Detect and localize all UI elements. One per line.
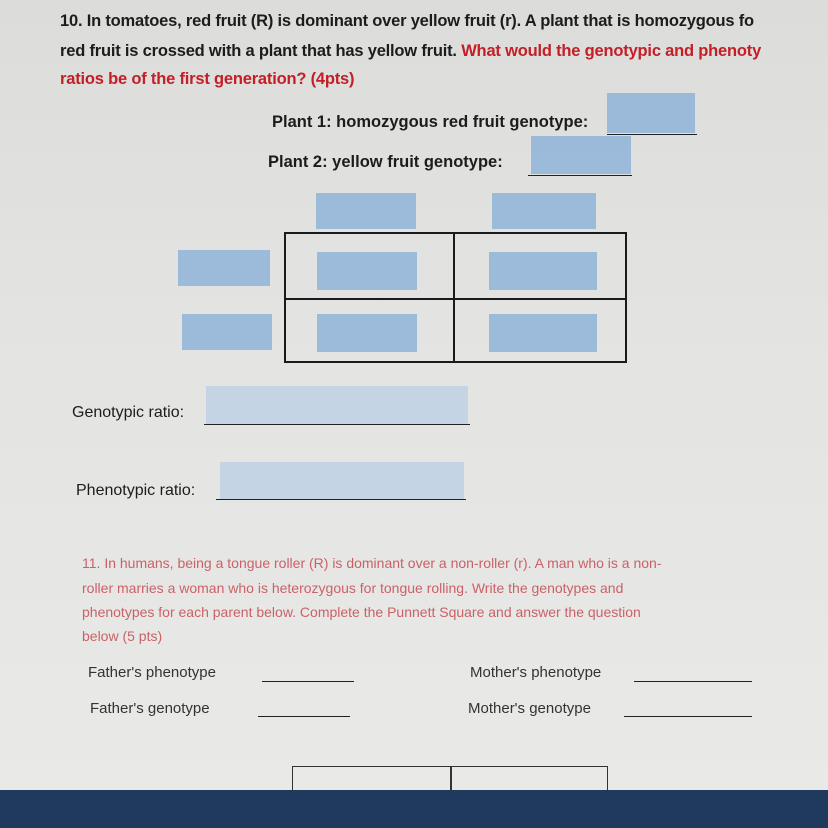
q10-line-2-black: red fruit is crossed with a plant that has yellow fruit. xyxy=(60,42,457,60)
plant2-answer-box[interactable] xyxy=(531,136,631,174)
plant1-label: Plant 1: homozygous red fruit genotype: xyxy=(272,113,589,131)
mother-genotype-label: Mother's genotype xyxy=(468,700,591,717)
plant1-answer-line xyxy=(607,134,697,135)
q10-line-1: 10. In tomatoes, red fruit (R) is dominant over yellow fruit (r). A plant that is homozygous fo xyxy=(60,12,754,30)
q11-line-4: below (5 pts) xyxy=(82,628,163,644)
father-phenotype-label: Father's phenotype xyxy=(88,664,216,681)
punnett11-vertical-divider xyxy=(450,766,452,790)
q10-line-3: ratios be of the first generation? (4pts) xyxy=(60,70,355,88)
q11-line-1: 11. In humans, being a tongue roller (R) is dominant over a non-roller (r). A man who is a non- xyxy=(82,555,662,571)
father-genotype-line[interactable] xyxy=(258,716,350,717)
q10-line-2 xyxy=(60,42,761,61)
phenotypic-ratio-answer-box[interactable] xyxy=(220,462,464,500)
plant1-answer-box[interactable] xyxy=(607,93,695,133)
father-phenotype-line[interactable] xyxy=(262,681,354,682)
mother-phenotype-label: Mother's phenotype xyxy=(470,664,602,681)
mother-phenotype-line[interactable] xyxy=(634,681,752,682)
phenotypic-ratio-line xyxy=(216,499,466,500)
punnett10-row2-allele-box[interactable] xyxy=(182,314,272,350)
punnett10-horizontal-divider xyxy=(284,298,627,300)
q11-line-2: roller marries a woman who is heterozygous for tongue rolling. Write the genotypes and xyxy=(82,580,624,596)
mother-genotype-line[interactable] xyxy=(624,716,752,717)
genotypic-ratio-answer-box[interactable] xyxy=(206,386,468,424)
punnett10-col2-allele-box[interactable] xyxy=(492,193,596,229)
genotypic-ratio-line xyxy=(204,424,470,425)
punnett10-row1-allele-box[interactable] xyxy=(178,250,270,286)
father-genotype-label: Father's genotype xyxy=(90,700,210,717)
punnett10-cell-2-1[interactable] xyxy=(317,314,417,352)
punnett10-cell-1-1[interactable] xyxy=(317,252,417,290)
punnett10-cell-2-2[interactable] xyxy=(489,314,597,352)
plant2-answer-line xyxy=(528,175,632,176)
q10-line-2-red: What would the genotypic and phenoty xyxy=(461,42,762,60)
punnett10-col1-allele-box[interactable] xyxy=(316,193,416,229)
phenotypic-ratio-label: Phenotypic ratio: xyxy=(76,482,196,499)
punnett10-cell-1-2[interactable] xyxy=(489,252,597,290)
genotypic-ratio-label: Genotypic ratio: xyxy=(72,404,185,421)
bottom-edge-bar xyxy=(0,790,828,828)
plant2-label: Plant 2: yellow fruit genotype: xyxy=(268,153,503,171)
q11-line-3: phenotypes for each parent below. Complete the Punnett Square and answer the question xyxy=(82,604,641,620)
